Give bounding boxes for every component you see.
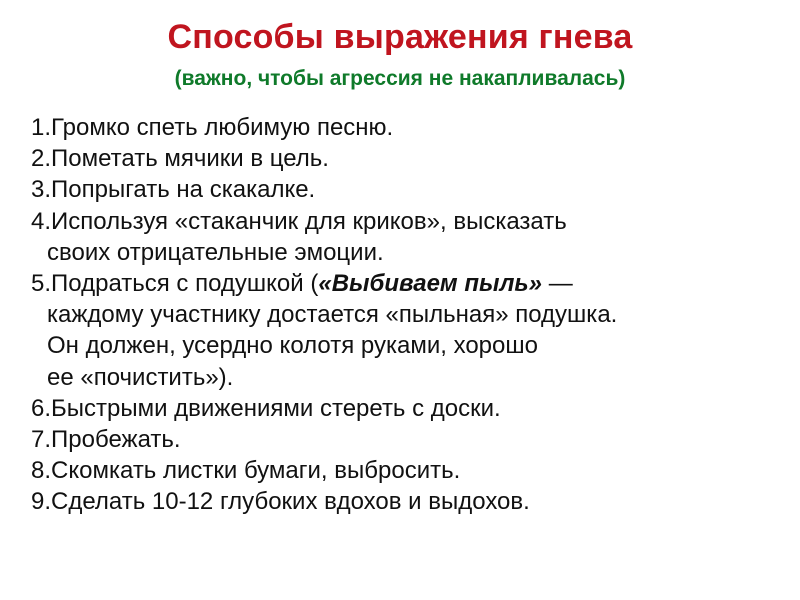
list-item-1 (31, 112, 791, 143)
list-item-text: — (542, 269, 573, 297)
list-item-5-continuation-3 (31, 362, 791, 393)
list-item-text: 4.Используя «стаканчик для криков», высказать (31, 207, 567, 235)
methods-list (31, 112, 791, 517)
list-item-text: Он должен, усердно колотя руками, хорошо (47, 332, 538, 360)
list-item-text: своих отрицательные эмоции. (47, 238, 384, 266)
list-item-7 (31, 424, 791, 455)
list-item-text: 6.Быстрыми движениями стереть с доски. (31, 394, 501, 422)
list-item-text: 9.Сделать 10-12 глубоких вдохов и выдохов. (31, 488, 530, 516)
list-item-8 (31, 455, 791, 486)
slide-title: Способы выражения гнева (167, 18, 633, 56)
list-item-2 (31, 143, 791, 174)
list-item-text: 3.Попрыгать на скакалке. (31, 176, 316, 204)
list-item-text: 8.Скомкать листки бумаги, выбросить. (31, 457, 461, 485)
list-item-3 (31, 174, 791, 205)
list-item-5-continuation-2 (31, 330, 791, 361)
list-item-emphasis: «Выбиваем пыль» (318, 269, 543, 297)
list-item-text: 7.Пробежать. (31, 425, 181, 453)
list-item-text: 5.Подраться с подушкой ( (31, 269, 319, 297)
list-item-text: 1.Громко спеть любимую песню. (31, 114, 394, 141)
list-item-9 (31, 486, 791, 517)
slide-subtitle: (важно, чтобы агрессия не накапливалась) (174, 67, 626, 90)
list-item-text: ее «почистить»). (47, 363, 234, 391)
list-item-text: 2.Пометать мячики в цель. (31, 145, 329, 173)
list-item-5-continuation-1 (31, 299, 791, 330)
list-item-5 (31, 268, 791, 299)
list-item-6 (31, 393, 791, 424)
list-item-4-continuation (31, 237, 791, 268)
list-item-4 (31, 206, 791, 237)
list-item-text: каждому участнику достается «пыльная» подушка. (47, 301, 618, 329)
